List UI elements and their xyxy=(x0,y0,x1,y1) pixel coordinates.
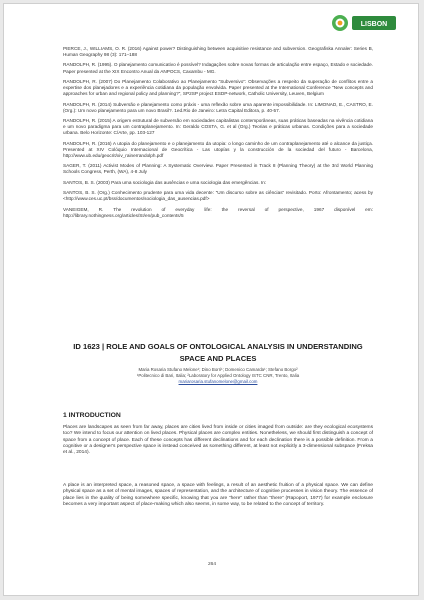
reference-list xyxy=(63,46,373,223)
body-paragraph: Places are landscapes as seen from far away, places are cities lived from inside or cities imaged from outside: are they ecological ecosystems too? We intend to focus our attention on lived places. Physical places are complex entities. Nonetheless, we should first distinguish a concept of space from a concept of place. Each of these concepts has different declinations and for each declination there is a possible definition. From a cognitive or a designer's perspective space is instead conceived as something different, at least not explicitly a 3-dimensional subspace (Freksa et al., 2014). xyxy=(63,425,373,456)
reference-item: RANDOLPH, R. (2014) Subversão e planejamento como práxis - uma reflexão sobre uma aparente impossibilidade. In: LIMONAD, E., CASTRO, E. (Org.): Um novo planejamento para um novo Brasil?. 1ed.Rio de Janeiro: Letra Capital Editora, p. 40-57. xyxy=(63,101,373,113)
author-affiliations: ¹Politecnico di Bari, Italia; ²Laboratory for Applied Ontology ISTC CNR, Trento, Italia xyxy=(136,372,300,378)
reference-item: RANDOLPH, R. (2016) A utopia do planejamento e o planejamento da utopia: o longo caminho de um contraplanejamento até o alcance da justiça. Presented at XIV Colóquio Internacional de Geocrítica - Las utopías y la construcción de la sociedad del futuro - Barcelona, http://www.ub.edu/geocrit/xiv_rainerrandolph.pdf xyxy=(63,140,373,158)
reference-item: RANDOLPH, R. (2015) A origem estrutural de subversão em sociedades capitalistas contemporâneas, suas práticas baseadas na vivência cotidiana e um novo paradigma para um contraplanejamento. In: Geraldo COSTA, G. et al (Org.) Teorias e práticas urbanas. Condições para a sociedade urbana. Belo Horizonte: C/Arte, pp. 103-127 xyxy=(63,118,373,136)
reference-item: PIERCE, J., WILLIAMS, O. R. (2016) Against power? Distinguishing between acquisitive resistance and subversion. Geografiska Annaler: Series B, Human Geography 98 (3): 171–188 xyxy=(63,46,373,58)
reference-item: RANDOLPH, R. (1995). O planejamento comunicativo é possível? Indagações sobre novas formas de articulação entre espaço, Estado e sociedade. Paper presented at the XIX Encontro Anual da ANPOCS, Caxambu - MG. xyxy=(63,62,373,74)
reference-item: SANTOS, B. S. (2003) Para uma sociologia das ausências e uma sociologia das emergências. In: xyxy=(63,179,267,185)
reference-item: SANTOS, B. S. (Org.) Conhecimento prudente para uma vida decente: “Um discurso sobre as ciências” revisitado. Porto: Afrontamento; acess by <http://www.ces.uc.pt/bss/documentos/sociologia_das_ausencias.pdf> xyxy=(63,190,373,202)
reference-item: VANEIGEM, R. The revolution of everyday life: the reversal of perspective, 1967 disponível em: http://library.nothingness.org/articles/SI/en/pub_contents/5 xyxy=(63,206,373,218)
author-block xyxy=(63,367,373,384)
conference-logo xyxy=(332,12,396,34)
document-page xyxy=(3,3,419,596)
section-heading: 1 INTRODUCTION xyxy=(63,412,121,419)
paper-title: ID 1623 | ROLE AND GOALS OF ONTOLOGICAL ANALYSIS IN UNDERSTANDING SPACE AND PLACES xyxy=(73,342,363,363)
author-email-link[interactable]: mariarosaria.stufanomelone@gmail.com xyxy=(178,378,258,384)
author-names: Maria Rosaria Stufano Melone¹; Dino Borri¹; Domenico Camarda¹; Stefano Borgo² xyxy=(138,367,298,372)
svg-text:LISBON: LISBON xyxy=(360,20,388,28)
reference-item: RANDOLPH, R. (2007) Do Planejamento Colaborativo ao Planejamento “Subversivo”: Observações a respeito da superação de conflitos entre a expertise dos planejadores e a experiência cotidiana da população envolvida. Paper presented at the International Conference “New concepts and approaches for urban and regional policy and planning?”, SP2SP project ESDP-network, Catholic University, Leuven, Belgium xyxy=(63,78,373,97)
reference-item: SAGER, T. (2011) Activist Modes of Planning: A Systematic Overview. Paper Presented in Track 8 (Planning Theory) at the 3rd World Planning Schools Congress, Perth, (WA), 4-8 July xyxy=(63,163,373,175)
body-paragraph: A place is an interpreted space, a reasoned space, a space with feelings, a result of an aesthetic fruition of a physical space. We can define physical space as a set of mental images, spaces of representation, and the architecture of cognitive processes in vision theory. The essence of place lies in the quality of being somewhere specific, knowing that you are “here” rather than “there” (Rapoport, 1977) for example enclosure becomes a very important aspect of place-making which also seems, in some way, to be related to the concept of territory. xyxy=(63,483,373,507)
page-number: 264 xyxy=(207,562,216,567)
